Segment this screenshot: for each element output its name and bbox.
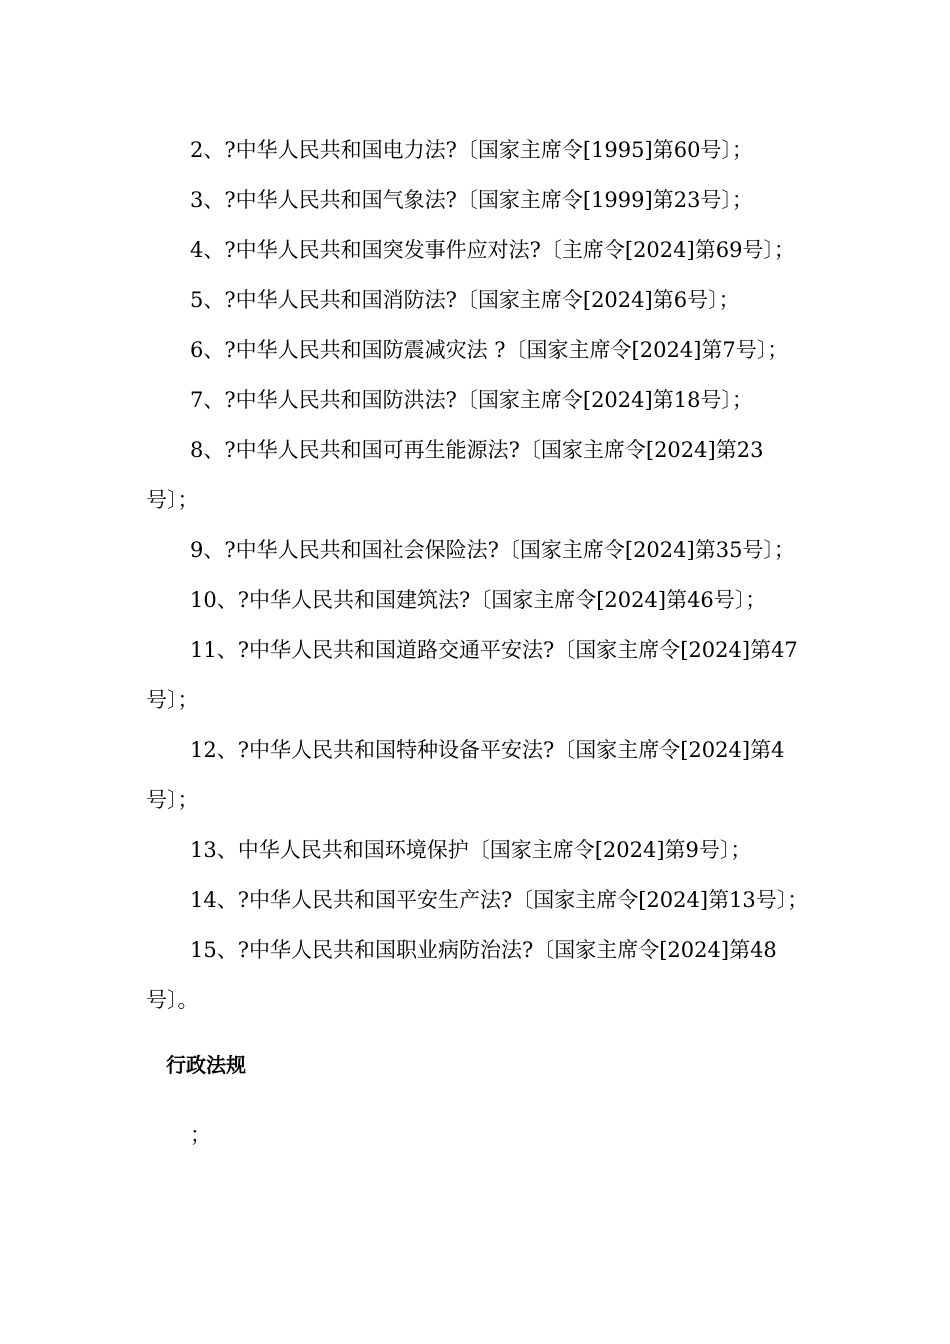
section-heading: 行政法规 — [166, 1053, 246, 1077]
law-list-item: 13、中华人民共和国环境保护〔国家主席令[2024]第9号〕； — [190, 838, 752, 862]
law-list-item: 15、?中华人民共和国职业病防治法?〔国家主席令[2024]第48号〕。 — [146, 938, 777, 1012]
law-list-item: 7、?中华人民共和国防洪法?〔国家主席令[2024]第18号〕； — [190, 388, 753, 412]
trailing-text: ； — [190, 1123, 211, 1147]
law-list-item: 2、?中华人民共和国电力法?〔国家主席令[1995]第60号〕； — [190, 138, 753, 162]
law-list-item: 6、?中华人民共和国防震减灾法 ?〔国家主席令[2024]第7号〕； — [190, 338, 789, 362]
law-list-item: 14、?中华人民共和国平安生产法?〔国家主席令[2024]第13号〕； — [190, 888, 809, 912]
document-content — [146, 125, 810, 1150]
law-list-item: 11、?中华人民共和国道路交通平安法?〔国家主席令[2024]第47号〕； — [146, 638, 798, 712]
law-list-item: 9、?中华人民共和国社会保险法?〔国家主席令[2024]第35号〕； — [190, 538, 795, 562]
law-list-item: 12、?中华人民共和国特种设备平安法?〔国家主席令[2024]第4号〕； — [146, 738, 785, 812]
law-list-item: 3、?中华人民共和国气象法?〔国家主席令[1999]第23号〕； — [190, 188, 753, 212]
law-list-item: 8、?中华人民共和国可再生能源法?〔国家主席令[2024]第23号〕； — [146, 438, 764, 512]
law-list-item: 4、?中华人民共和国突发事件应对法?〔主席令[2024]第69号〕； — [190, 238, 795, 262]
law-list-item: 5、?中华人民共和国消防法?〔国家主席令[2024]第6号〕； — [190, 288, 740, 312]
law-list-item: 10、?中华人民共和国建筑法?〔国家主席令[2024]第46号〕； — [190, 588, 767, 612]
